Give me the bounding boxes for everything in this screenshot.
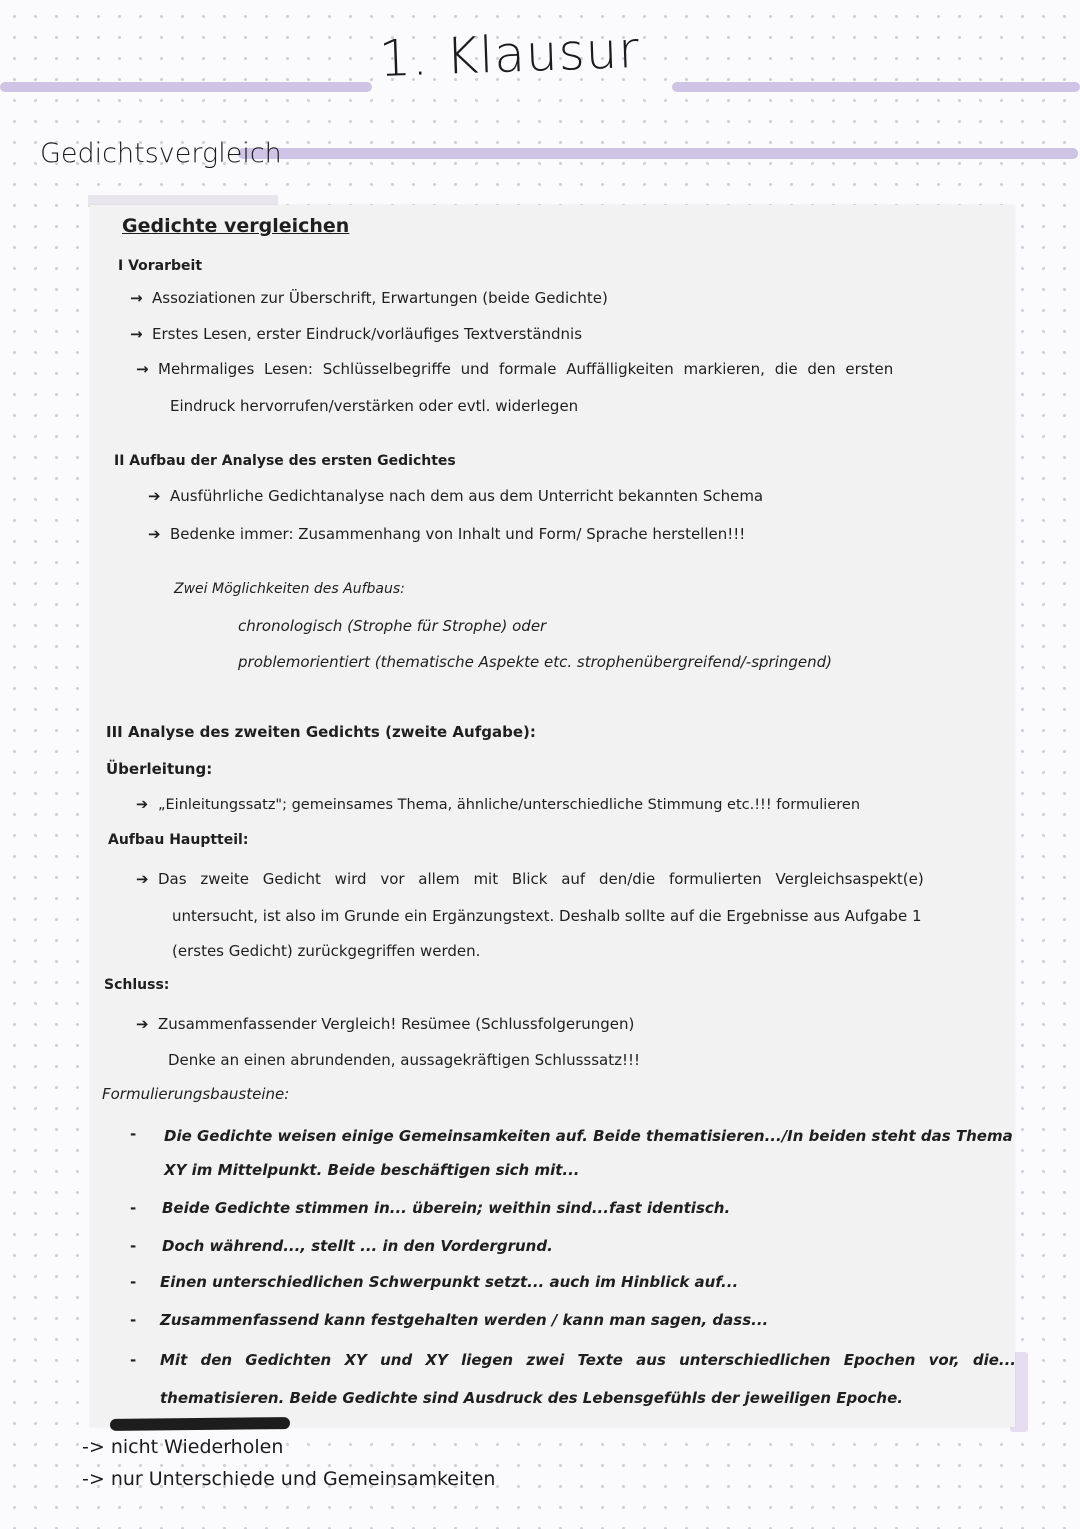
hauptteil-line-2: untersucht, ist also im Grunde ein Ergänzungstext. Deshalb sollte auf die Ergebnisse aus Aufgabe 1 <box>172 907 922 925</box>
arrow-right-icon: ➔ <box>136 870 149 888</box>
hauptteil-label: Aufbau Hauptteil: <box>108 832 249 848</box>
baustein-3: Doch während..., stellt ... in den Vordergrund. <box>162 1237 553 1255</box>
s2-option-2: problemorientiert (thematische Aspekte etc. strophenübergreifend/-springend) <box>238 653 833 671</box>
subtitle-highlight <box>238 148 1078 159</box>
note-line-1: -> nicht Wiederholen <box>82 1436 284 1458</box>
ueberleitung-item: ➔ „Einleitungssatz"; gemeinsames Thema, ähnliche/unterschiedliche Stimmung etc.!!! formulieren <box>136 797 861 813</box>
baustein-4: Einen unterschiedlichen Schwerpunkt setzt... auch im Hinblick auf... <box>160 1273 739 1291</box>
dash-bullet: - <box>130 1237 137 1255</box>
baustein-6-line-1: Mit den Gedichten XY und XY liegen zwei Texte aus unterschiedlichen Epochen vor, die... <box>160 1351 1016 1369</box>
dash-bullet: - <box>130 1351 137 1369</box>
baustein-6-line-2: thematisieren. Beide Gedichte sind Ausdruck des Lebensgefühls der jeweiligen Epoche. <box>160 1389 903 1407</box>
s2-item-1: ➔ Ausführliche Gedichtanalyse nach dem aus dem Unterricht bekannten Schema <box>148 487 764 505</box>
s2-option-1: chronologisch (Strophe für Strophe) oder <box>238 617 547 635</box>
title-highlight-left <box>0 82 372 92</box>
baustein-2: Beide Gedichte stimmen in... überein; weithin sind...fast identisch. <box>162 1199 731 1217</box>
hauptteil-item: ➔ Das zweite Gedicht wird vor allem mit Blick auf den/die formulierten Vergleichsaspekt(e) <box>136 870 924 888</box>
formulierungsbausteine-label: Formulierungsbausteine: <box>102 1085 290 1103</box>
dash-bullet: - <box>130 1273 137 1291</box>
section-3-title: III Analyse des zweiten Gedichts (zweite Aufgabe): <box>106 723 536 741</box>
baustein-1-line-1: Die Gedichte weisen einige Gemeinsamkeiten auf. Beide thematisieren.../In beiden steht das Thema <box>164 1127 1013 1145</box>
page-subtitle: Gedichtsvergleich <box>40 138 282 169</box>
note-line-2: -> nur Unterschiede und Gemeinsamkeiten <box>82 1468 496 1490</box>
title-highlight-right <box>672 82 1080 92</box>
s1-item-1: → Assoziationen zur Überschrift, Erwartungen (beide Gedichte) <box>130 289 608 307</box>
sheet-heading: Gedichte vergleichen <box>122 215 350 237</box>
section-2-title: II Aufbau der Analyse des ersten Gedichtes <box>114 453 456 469</box>
arrow-right-icon: ➔ <box>136 1015 149 1033</box>
arrow-right-icon: ➔ <box>148 487 161 505</box>
schluss-item: ➔ Zusammenfassender Vergleich! Resümee (Schlussfolgerungen) <box>136 1015 635 1033</box>
section-1-title: I Vorarbeit <box>118 258 203 274</box>
schluss-label: Schluss: <box>104 977 170 993</box>
ueberleitung-label: Überleitung: <box>106 760 213 778</box>
dash-bullet: - <box>130 1125 137 1143</box>
schluss-line-2: Denke an einen abrundenden, aussagekräftigen Schlusssatz!!! <box>168 1051 641 1069</box>
s2-item-2: ➔ Bedenke immer: Zusammenhang von Inhalt und Form/ Sprache herstellen!!! <box>148 525 746 543</box>
baustein-5: Zusammenfassend kann festgehalten werden / kann man sagen, dass... <box>160 1311 769 1329</box>
hauptteil-line-3: (erstes Gedicht) zurückgegriffen werden. <box>172 942 481 960</box>
arrow-right-icon: → <box>136 360 149 378</box>
s2-options-label: Zwei Möglichkeiten des Aufbaus: <box>174 581 405 597</box>
s1-item-3: → Mehrmaliges Lesen: Schlüsselbegriffe und formale Auffälligkeiten markieren, die den ersten <box>136 360 894 378</box>
page-title: 1. Klausur <box>377 20 641 89</box>
paper-shadow-bottom <box>110 1417 290 1431</box>
dash-bullet: - <box>130 1311 137 1329</box>
printed-sheet <box>90 205 1015 1427</box>
baustein-1-line-2: XY im Mittelpunkt. Beide beschäftigen sich mit... <box>164 1161 580 1179</box>
arrow-right-icon: → <box>130 289 143 307</box>
arrow-right-icon: ➔ <box>148 525 161 543</box>
dash-bullet: - <box>130 1199 137 1217</box>
arrow-right-icon: → <box>130 325 143 343</box>
s1-item-3-cont: Eindruck hervorrufen/verstärken oder evtl. widerlegen <box>170 397 579 415</box>
s1-item-2: → Erstes Lesen, erster Eindruck/vorläufiges Textverständnis <box>130 325 583 343</box>
arrow-right-icon: ➔ <box>136 797 149 813</box>
